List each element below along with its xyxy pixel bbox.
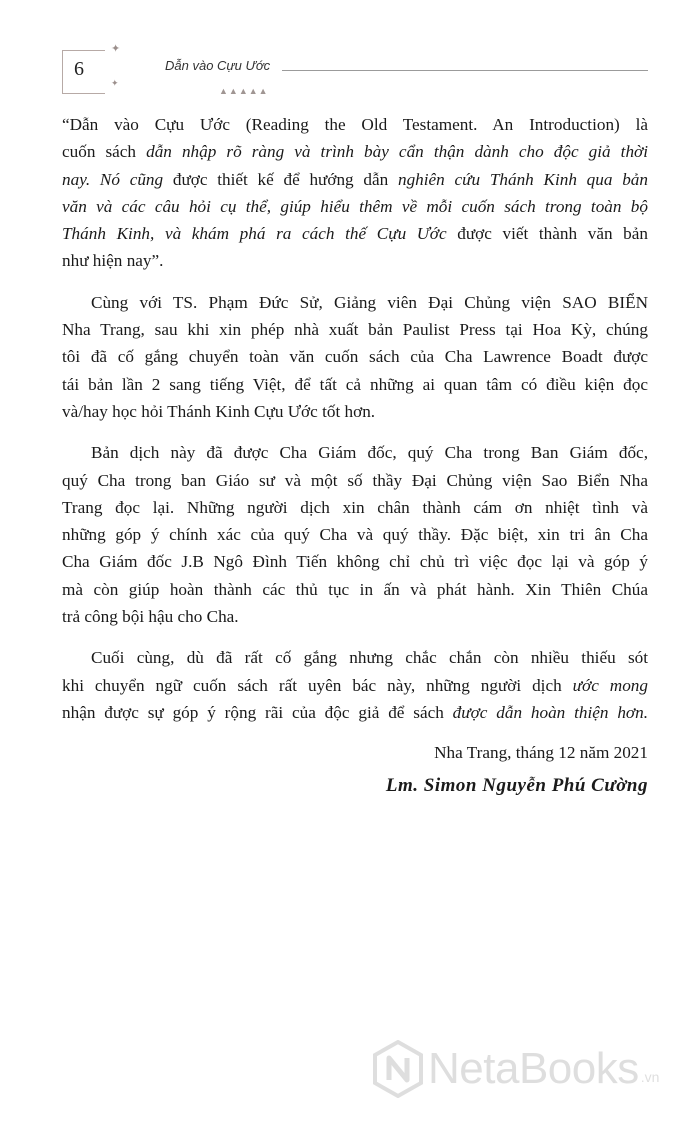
text-run: cuốn sách <box>62 142 147 162</box>
italic-run: dẫn nhập rõ ràng và trình bày cẩn thận dành cho độc giả thời <box>146 142 648 162</box>
sparkle-icon: ✦ <box>111 78 119 88</box>
text-line: Cùng với TS. Phạm Đức Sử, Giảng viên Đại Chủng viện SAO BIỂN <box>91 292 648 312</box>
netabooks-watermark <box>372 1040 659 1098</box>
text-line: tái bản lần 2 sang tiếng Việt, để tất cả những ai quan tâm có điều kiện đọc <box>62 374 648 394</box>
text-line: và/hay học hỏi Thánh Kinh Cựu Ước tốt hơn. <box>62 401 376 421</box>
text-line: quý Cha trong ban Giáo sư và một số thầy Đại Chủng viện Sao Biển Nha <box>62 470 648 490</box>
paragraph-quote <box>62 111 648 275</box>
sparkle-icon: ✦ <box>111 43 121 55</box>
text-line: những góp ý chính xác của quý Cha và quý thầy. Đặc biệt, xin tri ân Cha <box>62 525 648 545</box>
text-line <box>62 220 648 247</box>
italic-line: văn và các câu hỏi cụ thể, giúp hiểu thêm về mỗi cuốn sách trong toàn bộ <box>62 196 648 216</box>
paragraph-acknowledgements <box>62 439 648 630</box>
header-ornament: ▲▲▲▲▲ <box>219 86 269 96</box>
signature-name: Lm. Simon Nguyễn Phú Cường <box>385 775 648 796</box>
text-line: Nha Trang, sau khi xin phép nhà xuất bản Paulist Press tại Hoa Kỳ, chúng <box>62 320 648 340</box>
text-line: tôi đã cố gắng chuyển toàn văn cuốn sách của Cha Lawrence Boadt được <box>62 347 648 367</box>
text-line <box>62 166 648 193</box>
italic-run: ước mong <box>572 675 648 695</box>
page-number: 6 <box>74 58 84 80</box>
italic-run: Thánh Kinh, và khám phá ra cách thế Cựu Ước <box>62 224 447 244</box>
text-run: được viết thành văn bản <box>446 224 648 244</box>
italic-run: nghiên cứu Thánh Kinh qua bản <box>397 169 648 189</box>
text-line: Bản dịch này đã được Cha Giám đốc, quý Cha trong Ban Giám đốc, <box>91 443 648 463</box>
text-line: Trang đọc lại. Những người dịch xin chân thành cám ơn nhiệt tình và <box>62 497 648 517</box>
text-run: khi chuyển ngữ cuốn sách rất uyên bác này, những người dịch <box>62 675 573 695</box>
netabooks-logo-icon <box>372 1040 424 1098</box>
text-line: Cha Giám đốc J.B Ngô Đình Tiến không chỉ chủ trì việc đọc lại và góp ý <box>62 552 648 572</box>
page-body <box>62 111 648 726</box>
signature-place-date: Nha Trang, tháng 12 năm 2021 <box>434 743 648 762</box>
watermark-text: NetaBooks <box>428 1044 639 1093</box>
text-line: Cuối cùng, dù đã rất cố gắng nhưng chắc chắn còn nhiều thiếu sót <box>91 648 648 668</box>
text-line: như hiện nay”. <box>62 251 164 271</box>
header-rule <box>282 70 648 71</box>
running-title: Dẫn vào Cựu Ước <box>165 58 271 73</box>
text-line: mà còn giúp hoàn thành các thủ tục in ấn và phát hành. Xin Thiên Chúa <box>62 579 648 599</box>
watermark-suffix: .vn <box>640 1069 660 1085</box>
text-run: nhận được sự góp ý rộng rãi của độc giả để sách <box>62 702 453 722</box>
text-line <box>62 699 648 726</box>
text-line <box>62 138 648 165</box>
text-line: “Dẫn vào Cựu Ước (Reading the Old Testament. An Introduction) là <box>62 115 648 134</box>
italic-run: được dẫn hoàn thiện hơn. <box>452 702 648 722</box>
text-line: trả công bội hậu cho Cha. <box>62 607 239 627</box>
paragraph-closing <box>62 644 648 726</box>
text-run: được thiết kế để hướng dẫn <box>163 169 398 189</box>
text-line <box>62 672 648 699</box>
italic-run: nay. Nó cũng <box>62 169 164 189</box>
paragraph-translators <box>62 289 648 425</box>
